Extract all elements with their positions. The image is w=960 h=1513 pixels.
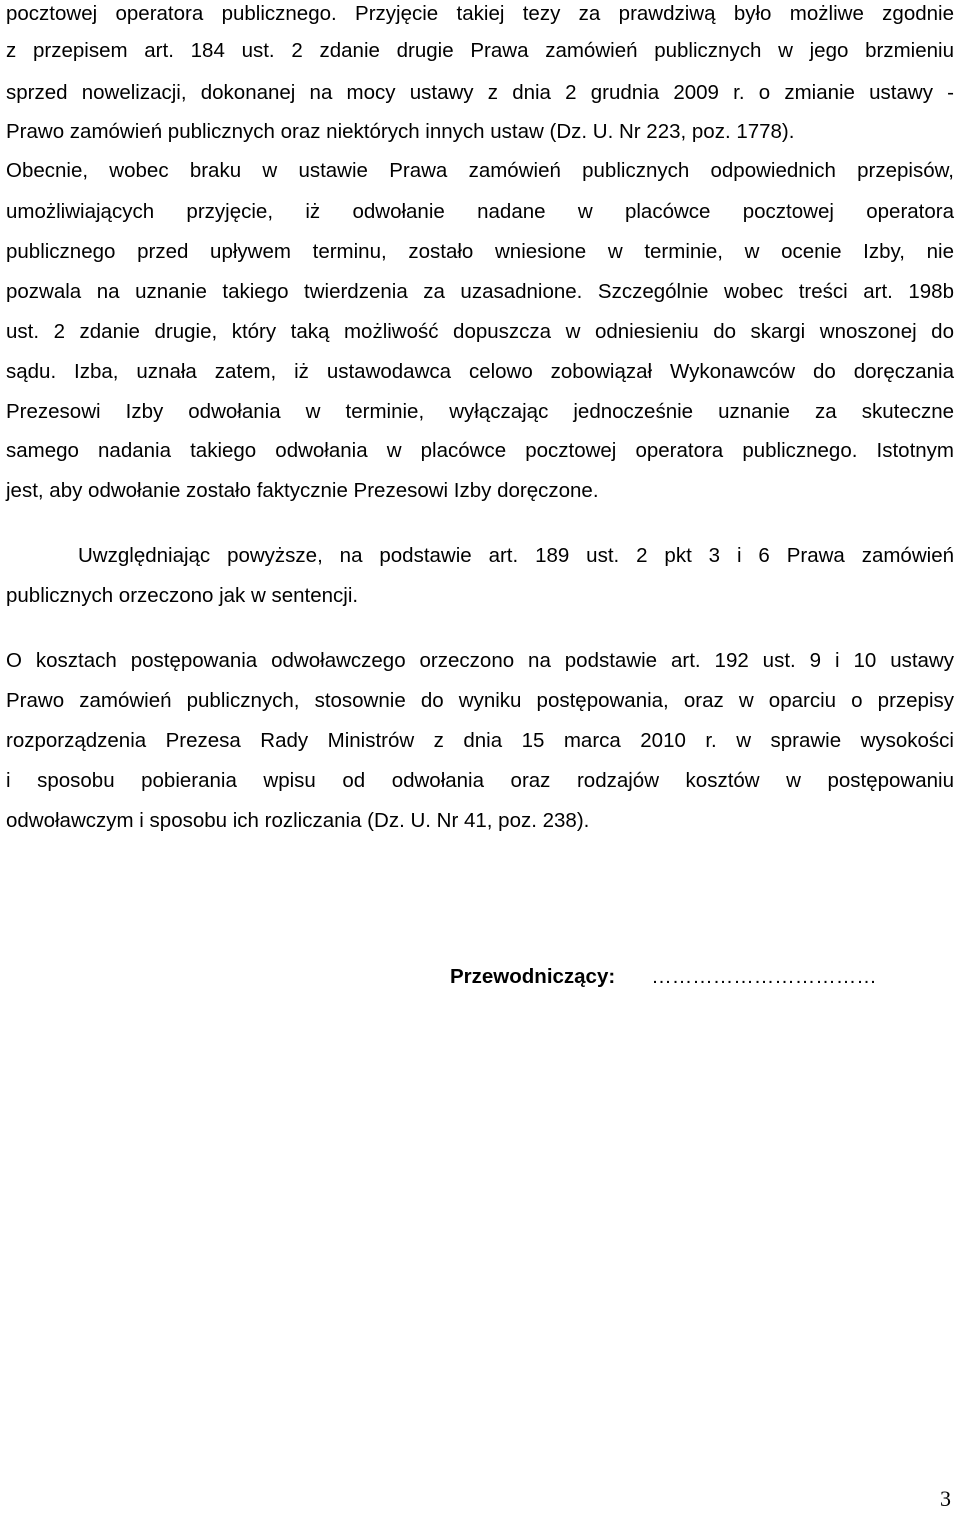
- text-line: odwoławczym i sposobu ich rozliczania (Dz. U. Nr 41, poz. 238).: [6, 809, 590, 832]
- text-line: publicznego przed upływem terminu, zostało wniesione w terminie, w ocenie Izby, nie: [6, 240, 954, 263]
- text-line: umożliwiających przyjęcie, iż odwołanie nadane w placówce pocztowej operatora: [6, 200, 954, 223]
- text-line: sądu. Izba, uznała zatem, iż ustawodawca celowo zobowiązał Wykonawców do doręczania: [6, 360, 954, 383]
- text-line: Obecnie, wobec braku w ustawie Prawa zamówień publicznych odpowiednich przepisów,: [6, 159, 954, 182]
- signature-block: [450, 963, 877, 991]
- text-line: Prawo zamówień publicznych oraz niektórych innych ustaw (Dz. U. Nr 223, poz. 1778).: [6, 120, 795, 143]
- text-line: rozporządzenia Prezesa Rady Ministrów z dnia 15 marca 2010 r. w sprawie wysokości: [6, 729, 954, 752]
- text-line: z przepisem art. 184 ust. 2 zdanie drugie Prawa zamówień publicznych w jego brzmieniu: [6, 39, 954, 62]
- signature-line: ……………………………: [651, 965, 877, 988]
- text-line: sprzed nowelizacji, dokonanej na mocy ustawy z dnia 2 grudnia 2009 r. o zmianie ustawy -: [6, 81, 954, 104]
- page-number: 3: [940, 1486, 951, 1511]
- text-line: pozwala na uznanie takiego twierdzenia za uzasadnione. Szczególnie wobec treści art. 198b: [6, 280, 954, 303]
- text-line: ust. 2 zdanie drugie, który taką możliwość dopuszcza w odniesieniu do skargi wnoszonej do: [6, 320, 954, 343]
- text-line: i sposobu pobierania wpisu od odwołania oraz rodzajów kosztów w postępowaniu: [6, 769, 954, 792]
- signature-label: Przewodniczący:: [450, 965, 616, 988]
- text-line: Uwzględniając powyższe, na podstawie art. 189 ust. 2 pkt 3 i 6 Prawa zamówień: [78, 544, 954, 567]
- text-line: pocztowej operatora publicznego. Przyjęcie takiej tezy za prawdziwą było możliwe zgodnie: [6, 2, 954, 25]
- text-line: publicznych orzeczono jak w sentencji.: [6, 584, 359, 607]
- text-line: Prawo zamówień publicznych, stosownie do wyniku postępowania, oraz w oparciu o przepisy: [6, 689, 954, 712]
- text-line: O kosztach postępowania odwoławczego orzeczono na podstawie art. 192 ust. 9 i 10 ustawy: [6, 649, 954, 672]
- text-line: samego nadania takiego odwołania w placówce pocztowej operatora publicznego. Istotnym: [6, 439, 954, 462]
- text-line: jest, aby odwołanie zostało faktycznie Prezesowi Izby doręczone.: [6, 479, 599, 502]
- text-line: Prezesowi Izby odwołania w terminie, wyłączając jednocześnie uznanie za skuteczne: [6, 400, 954, 423]
